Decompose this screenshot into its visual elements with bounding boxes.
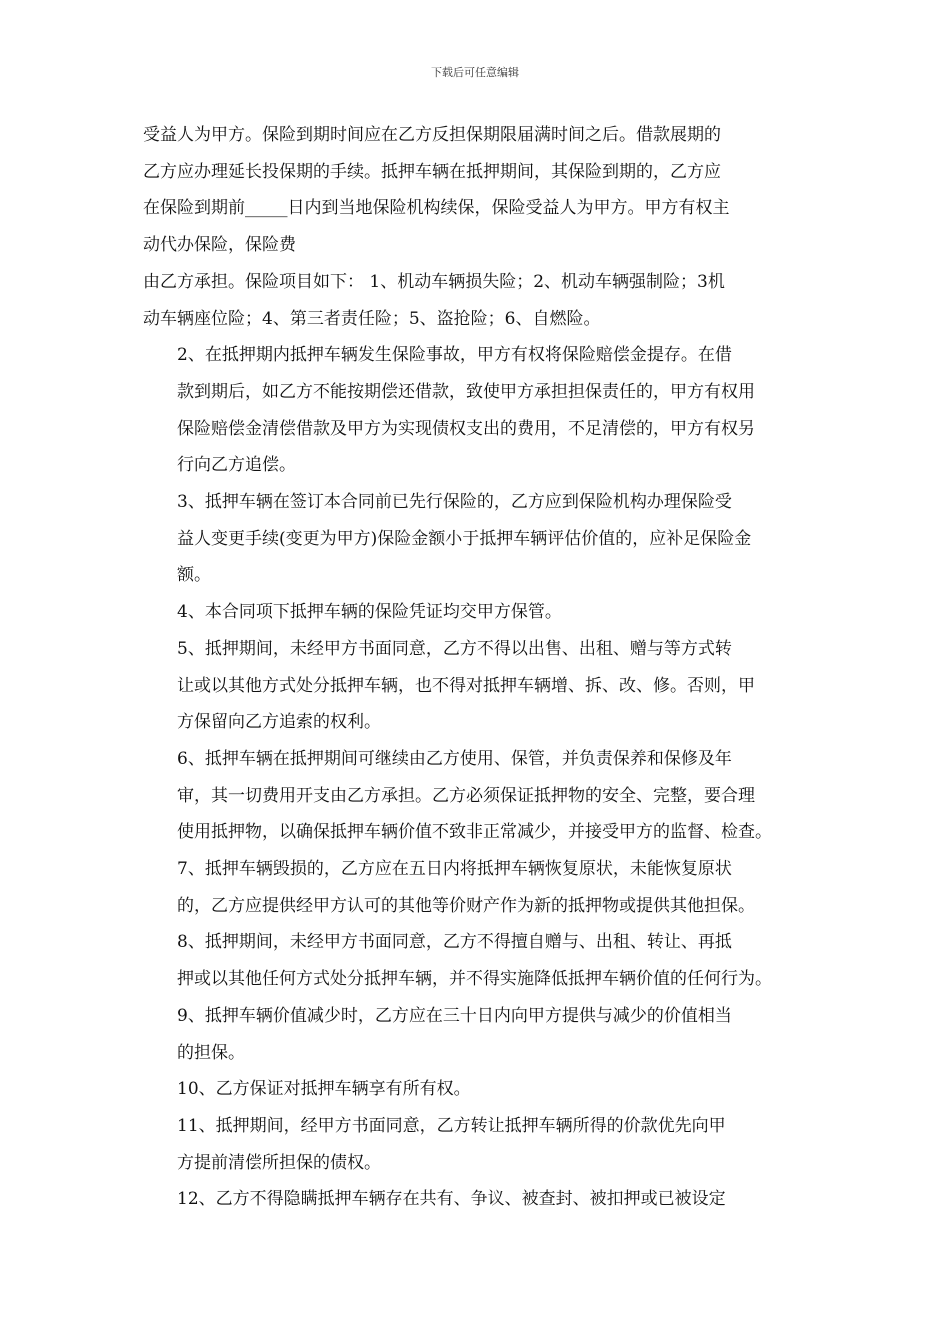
paragraph	[143, 924, 808, 997]
text-line: 在保险到期前_____日内到当地保险机构续保，保险受益人为甲方。甲方有权主	[143, 198, 730, 219]
document-body	[143, 117, 808, 1218]
paragraph	[143, 1181, 808, 1218]
page-header: 下载后可任意编辑	[431, 66, 519, 79]
paragraph	[143, 631, 808, 741]
text-line: 让或以其他方式处分抵押车辆，也不得对抵押车辆增、拆、改、修。否则，甲	[177, 675, 755, 696]
paragraph	[143, 117, 808, 264]
paragraph	[143, 741, 808, 851]
text-line: 乙方应办理延长投保期的手续。抵押车辆在抵押期间，其保险到期的，乙方应	[143, 161, 721, 182]
text-line: 使用抵押物，以确保抵押车辆价值不致非正常减少，并接受甲方的监督、检查。	[177, 822, 772, 843]
text-line: 8、抵押期间，未经甲方书面同意，乙方不得擅自赠与、出租、转让、再抵	[177, 932, 732, 953]
text-line: 益人变更手续(变更为甲方)保险金额小于抵押车辆评估价值的，应补足保险金	[177, 528, 752, 549]
text-line: 9、抵押车辆价值减少时，乙方应在三十日内向甲方提供与减少的价值相当	[177, 1005, 732, 1026]
text-line: 11、抵押期间，经甲方书面同意，乙方转让抵押车辆所得的价款优先向甲	[177, 1115, 726, 1136]
text-line: 押或以其他任何方式处分抵押车辆，并不得实施降低抵押车辆价值的任何行为。	[177, 969, 772, 990]
text-line: 的，乙方应提供经甲方认可的其他等价财产作为新的抵押物或提供其他担保。	[177, 895, 755, 916]
text-line: 审，其一切费用开支由乙方承担。乙方必须保证抵押物的安全、完整，要合理	[177, 785, 755, 806]
paragraph	[143, 1071, 808, 1108]
text-line: 12、乙方不得隐瞒抵押车辆存在共有、争议、被查封、被扣押或已被设定	[177, 1189, 726, 1210]
text-line: 2、在抵押期内抵押车辆发生保险事故，甲方有权将保险赔偿金提存。在借	[177, 345, 732, 366]
text-line: 的担保。	[177, 1042, 245, 1063]
text-line: 款到期后，如乙方不能按期偿还借款，致使甲方承担担保责任的，甲方有权用	[177, 381, 755, 402]
text-line: 方保留向乙方追索的权利。	[177, 712, 381, 733]
text-line: 动车辆座位险；4、第三者责任险；5、盗抢险；6、自燃险。	[143, 308, 601, 329]
text-line: 受益人为甲方。保险到期时间应在乙方反担保期限届满时间之后。借款展期的	[143, 125, 721, 145]
text-line: 动代办保险，保险费	[143, 235, 296, 256]
text-line: 6、抵押车辆在抵押期间可继续由乙方使用、保管，并负责保养和保修及年	[177, 748, 732, 769]
text-line: 3、抵押车辆在签订本合同前已先行保险的，乙方应到保险机构办理保险受	[177, 492, 732, 513]
paragraph	[143, 851, 808, 924]
text-line: 额。	[177, 565, 211, 586]
text-line: 方提前清偿所担保的债权。	[177, 1152, 381, 1173]
text-line: 行向乙方追偿。	[177, 455, 296, 476]
text-line: 10、乙方保证对抵押车辆享有所有权。	[177, 1079, 471, 1100]
paragraph	[143, 264, 808, 337]
paragraph	[143, 998, 808, 1071]
text-line: 5、抵押期间，未经甲方书面同意，乙方不得以出售、出租、赠与等方式转	[177, 638, 732, 659]
paragraph	[143, 1108, 808, 1181]
paragraph	[143, 337, 808, 484]
paragraph	[143, 594, 808, 631]
text-line: 4、本合同项下抵押车辆的保险凭证均交甲方保管。	[177, 602, 562, 623]
paragraph	[143, 484, 808, 594]
text-line: 保险赔偿金清偿借款及甲方为实现债权支出的费用，不足清偿的，甲方有权另	[177, 418, 755, 439]
text-line: 7、抵押车辆毁损的，乙方应在五日内将抵押车辆恢复原状，未能恢复原状	[177, 859, 732, 880]
text-line: 由乙方承担。保险项目如下： 1、机动车辆损失险；2、机动车辆强制险；3机	[143, 271, 725, 292]
